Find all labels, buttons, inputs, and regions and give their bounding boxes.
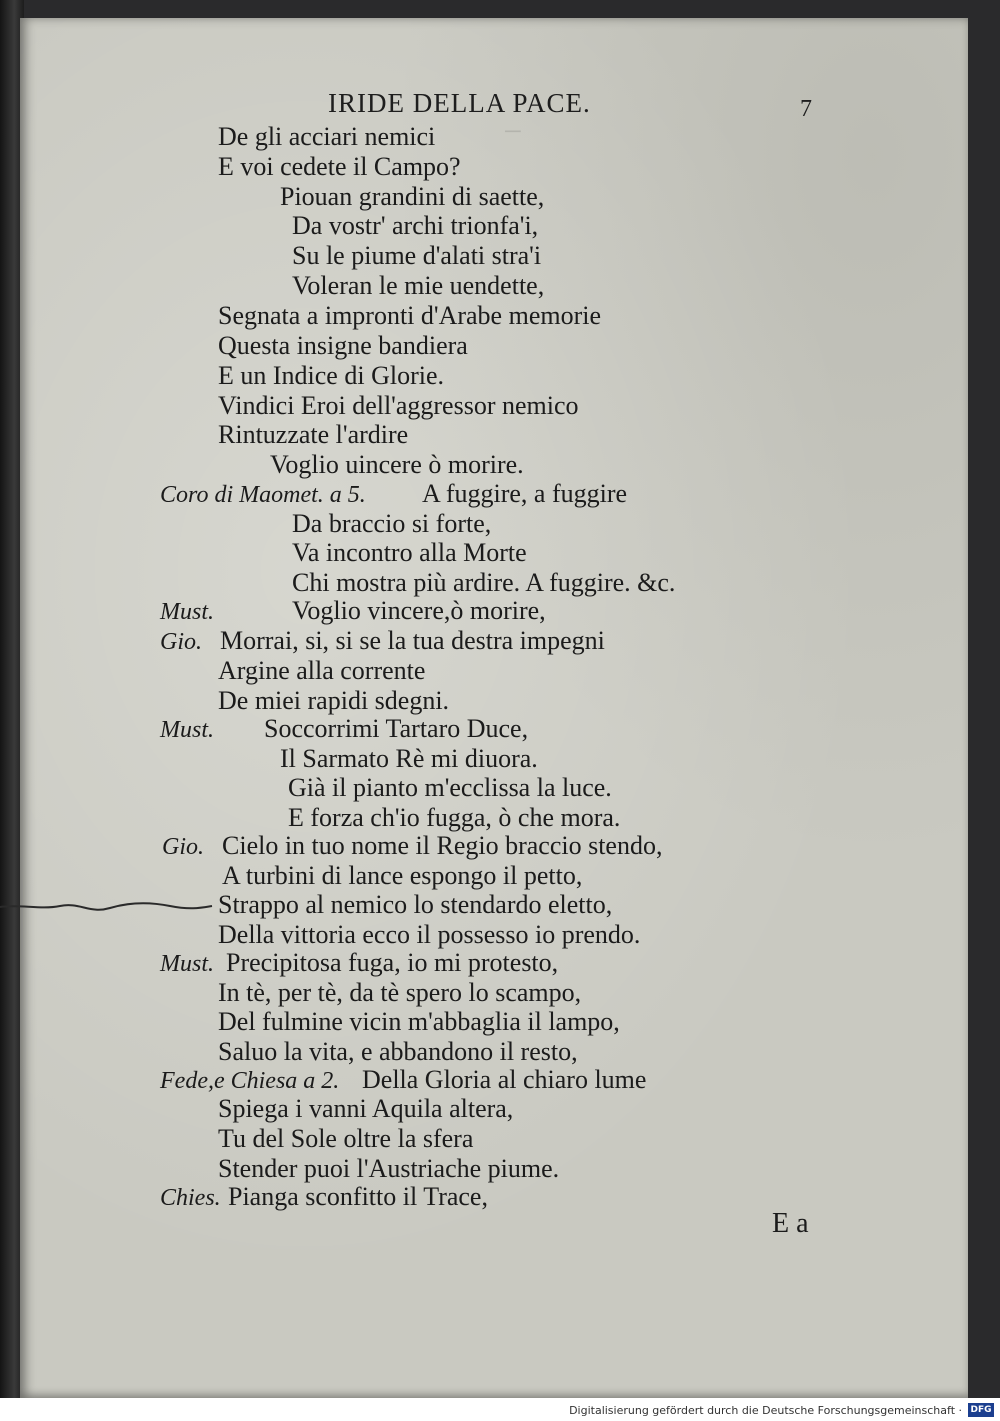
verse-line: Voleran le mie uendette, (292, 271, 545, 300)
speaker-label: Must. (160, 599, 214, 625)
verse-line: Cielo in tuo nome il Regio braccio stendo, (222, 831, 663, 860)
verse-line: Argine alla corrente (218, 656, 426, 685)
verse-line: E voi cedete il Campo? (218, 152, 461, 181)
speaker-label: Gio. (162, 834, 204, 860)
verse-line: Soccorrimi Tartaro Duce, (264, 714, 529, 743)
verse-line: Il Sarmato Rè mi diuora. (280, 744, 538, 773)
verse-line: De gli acciari nemici (218, 122, 436, 151)
verse-line: Saluo la vita, e abbandono il resto, (218, 1037, 578, 1066)
verse-line: Piouan grandini di saette, (280, 182, 545, 211)
verse-line: Tu del Sole oltre la sfera (218, 1124, 474, 1153)
speaker-label: Must. (160, 951, 214, 977)
speaker-label: Chies. (160, 1185, 221, 1211)
verse-line: Della Gloria al chiaro lume (362, 1065, 647, 1094)
page-number: 7 (800, 96, 812, 122)
verse-line: Del fulmine vicin m'abbaglia il lampo, (218, 1007, 620, 1036)
verse-line: Da braccio si forte, (292, 509, 492, 538)
speaker-label: Gio. (160, 629, 202, 655)
verse-line: Stender puoi l'Austriache piume. (218, 1154, 560, 1183)
verse-line: Vindici Eroi dell'aggressor nemico (218, 391, 579, 420)
verse-line: Rintuzzate l'ardire (218, 420, 409, 449)
verse-line: Va incontro alla Morte (292, 538, 527, 567)
bleed-through-text: ─ (505, 118, 521, 143)
footer-credit: Digitalisierung gefördert durch die Deutsche Forschungsgemeinschaft · (569, 1404, 962, 1417)
verse-line: E forza ch'io fugga, ò che mora. (288, 803, 621, 832)
verse-line: In tè, per tè, da tè spero lo scampo, (218, 978, 582, 1007)
verse-line: Su le piume d'alati stra'i (292, 241, 542, 270)
verse-line: Segnata a impronti d'Arabe memorie (218, 301, 602, 330)
verse-line: Pianga sconfitto il Trace, (228, 1182, 488, 1211)
speaker-label: Fede,e Chiesa a 2. (160, 1068, 340, 1094)
verse-line: Morrai, si, si se la tua destra impegni (220, 626, 605, 655)
ink-squiggle (0, 892, 215, 922)
dfg-logo: DFG (968, 1403, 994, 1417)
verse-line: Voglio uincere ò morire. (270, 450, 524, 479)
running-head: IRIDE DELLA PACE. (328, 88, 591, 118)
verse-line: E un Indice di Glorie. (218, 361, 444, 390)
verse-line: Strappo al nemico lo stendardo eletto, (218, 890, 613, 919)
verse-line: Precipitosa fuga, io mi protesto, (226, 948, 559, 977)
catchword: E a (772, 1208, 809, 1239)
verse-line: A turbini di lance espongo il petto, (222, 861, 583, 890)
verse-line: Voglio vincere,ò morire, (292, 596, 546, 625)
speaker-label: Coro di Maomet. a 5. (160, 482, 366, 508)
verse-line: De miei rapidi sdegni. (218, 686, 450, 715)
verse-line: Della vittoria ecco il possesso io prendo. (218, 920, 641, 949)
verse-line: Questa insigne bandiera (218, 331, 468, 360)
speaker-label: Must. (160, 717, 214, 743)
verse-line: A fuggire, a fuggire (422, 479, 628, 508)
verse-line: Da vostr' archi trionfa'i, (292, 211, 539, 240)
verse-line: Già il pianto m'ecclissa la luce. (288, 773, 612, 802)
verse-line: Chi mostra più ardire. A fuggire. &c. (292, 568, 676, 597)
verse-line: Spiega i vanni Aquila altera, (218, 1094, 514, 1123)
